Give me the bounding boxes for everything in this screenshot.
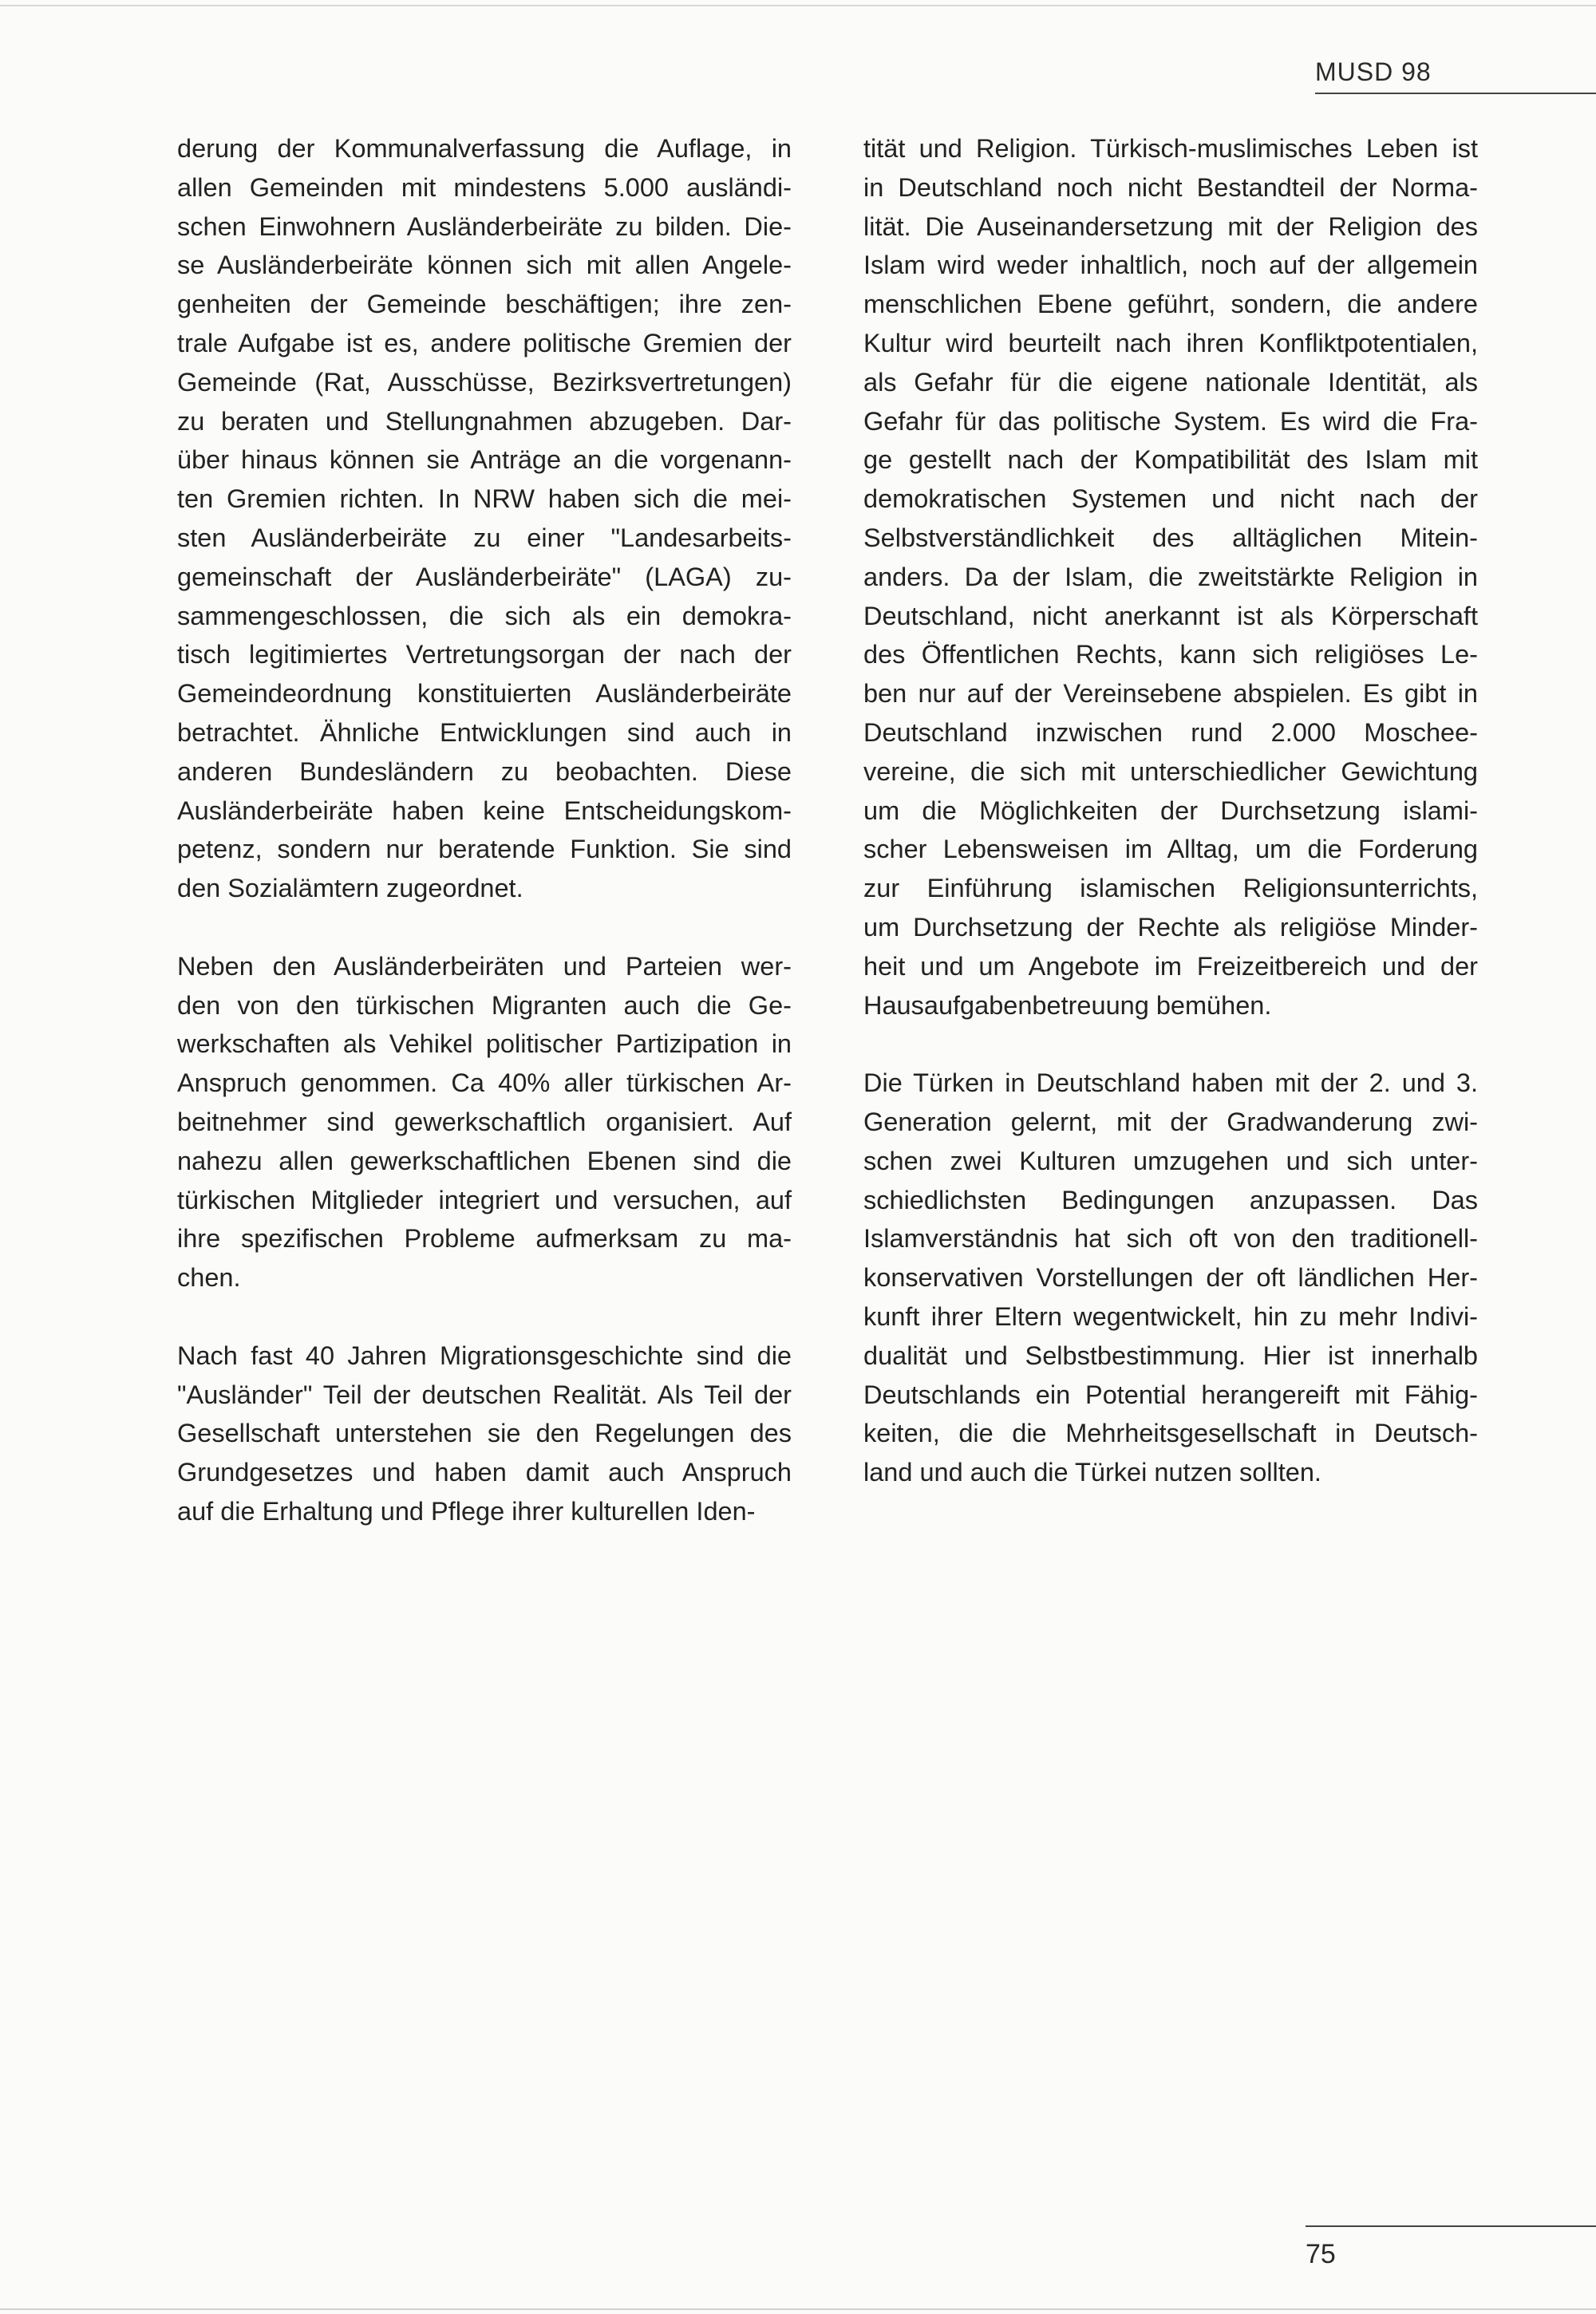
text-line: Gefahr für das politische System. Es wird die Fra-: [863, 406, 1478, 436]
text-line: sammengeschlossen, die sich als ein demokra-: [177, 601, 792, 630]
text-line: Gesellschaft unterstehen sie den Regelungen des: [177, 1419, 792, 1448]
text-line: über hinaus können sie Anträge an die vorgenann-: [177, 445, 792, 475]
text-line: schiedlichsten Bedingungen anzupassen. Das: [863, 1185, 1478, 1214]
text-line: trale Aufgabe ist es, andere politische Gremien der: [177, 328, 792, 357]
text-line: sten Ausländerbeiräte zu einer "Landesarbeits-: [177, 523, 792, 552]
text-line: Deutschlands ein Potential herangereift mit Fähig-: [863, 1380, 1478, 1409]
text-line: als Gefahr für die eigene nationale Identität, als: [863, 367, 1478, 397]
text-line: nahezu allen gewerkschaftlichen Ebenen sind die: [177, 1146, 792, 1175]
text-line: genheiten der Gemeinde beschäftigen; ihre zen-: [177, 290, 792, 319]
text-line: tität und Religion. Türkisch-muslimisches Leben ist: [863, 134, 1478, 163]
text-line: um Durchsetzung der Rechte als religiöse Minder-: [863, 912, 1478, 942]
text-line: Grundgesetzes und haben damit auch Anspruch: [177, 1458, 792, 1487]
paragraph-gap: [177, 1297, 792, 1337]
text-line: Anspruch genommen. Ca 40% aller türkischen Ar-: [177, 1068, 792, 1098]
text-line: kunft ihrer Eltern wegentwickelt, hin zu mehr Indivi-: [863, 1301, 1478, 1331]
running-header: MUSD 98: [1315, 57, 1432, 86]
text-line: derung der Kommunalverfassung die Auflage, in: [177, 134, 792, 163]
paragraph: [863, 1064, 1478, 1492]
bottom-edge-rule: [0, 2308, 1596, 2310]
text-line: Islam wird weder inhaltlich, noch auf der allgemein: [863, 251, 1478, 280]
text-line: ihre spezifischen Probleme aufmerksam zu ma-: [177, 1224, 792, 1254]
text-line: vereine, die sich mit unterschiedlicher Gewichtung: [863, 756, 1478, 786]
text-line: Ausländerbeiräte haben keine Entscheidungskom-: [177, 796, 792, 825]
paragraph: [177, 129, 792, 908]
footer-rule: [1306, 2225, 1596, 2227]
text-line: Deutschland, nicht anerkannt ist als Körperschaft: [863, 601, 1478, 630]
text-line: Nach fast 40 Jahren Migrationsgeschichte sind die: [177, 1341, 792, 1370]
text-line: "Ausländer" Teil der deutschen Realität. Als Teil der: [177, 1380, 792, 1409]
text-line: menschlichen Ebene geführt, sondern, die andere: [863, 290, 1478, 319]
text-line: Islamverständnis hat sich oft von den traditionell-: [863, 1224, 1478, 1254]
text-line: Gemeindeordnung konstituierten Ausländerbeiräte: [177, 679, 792, 709]
text-line: ben nur auf der Vereinsebene abspielen. Es gibt in: [863, 679, 1478, 709]
text-line: petenz, sondern nur beratende Funktion. Sie sind: [177, 835, 792, 864]
text-line: schen Einwohnern Ausländerbeiräte zu bilden. Die-: [177, 211, 792, 241]
text-line: in Deutschland noch nicht Bestandteil der Norma-: [863, 172, 1478, 202]
text-line: land und auch die Türkei nutzen sollten.: [863, 1458, 1321, 1487]
text-line: allen Gemeinden mit mindestens 5.000 ausländi-: [177, 172, 792, 202]
text-line: Hausaufgabenbetreuung bemühen.: [863, 990, 1272, 1020]
text-line: Deutschland inzwischen rund 2.000 Moschee-: [863, 717, 1478, 747]
text-line: tisch legitimiertes Vertretungsorgan der nach der: [177, 640, 792, 669]
page-number: 75: [1306, 2239, 1336, 2269]
text-line: betrachtet. Ähnliche Entwicklungen sind auch in: [177, 717, 792, 747]
text-line: Generation gelernt, mit der Gradwanderung zwi-: [863, 1107, 1478, 1136]
paragraph-gap: [863, 1025, 1478, 1064]
text-line: demokratischen Systemen und nicht nach der: [863, 484, 1478, 514]
paragraph: [863, 129, 1478, 1025]
text-line: schen zwei Kulturen umzugehen und sich unter-: [863, 1146, 1478, 1175]
text-line: se Ausländerbeiräte können sich mit allen Angele-: [177, 251, 792, 280]
text-line: chen.: [177, 1263, 241, 1293]
text-line: auf die Erhaltung und Pflege ihrer kulturellen Iden-: [177, 1496, 756, 1526]
text-line: heit und um Angebote im Freizeitbereich und der: [863, 951, 1478, 981]
right-text-column: [863, 129, 1478, 1492]
text-line: Kultur wird beurteilt nach ihren Konfliktpotentialen,: [863, 328, 1478, 357]
text-line: Gemeinde (Rat, Ausschüsse, Bezirksvertretungen): [177, 367, 792, 397]
text-line: Selbstverständlichkeit des alltäglichen Mitein-: [863, 523, 1478, 552]
text-line: den Sozialämtern zugeordnet.: [177, 874, 523, 903]
text-line: türkischen Mitglieder integriert und versuchen, auf: [177, 1185, 792, 1214]
text-line: den von den türkischen Migranten auch die Ge-: [177, 990, 792, 1020]
text-line: zu beraten und Stellungnahmen abzugeben. Dar-: [177, 406, 792, 436]
text-line: dualität und Selbstbestimmung. Hier ist innerhalb: [863, 1341, 1478, 1370]
text-line: scher Lebensweisen im Alltag, um die Forderung: [863, 835, 1478, 864]
text-line: Die Türken in Deutschland haben mit der 2. und 3.: [863, 1068, 1478, 1098]
text-line: lität. Die Auseinandersetzung mit der Religion des: [863, 211, 1478, 241]
text-line: werkschaften als Vehikel politischer Partizipation in: [177, 1029, 792, 1059]
text-line: ten Gremien richten. In NRW haben sich die mei-: [177, 484, 792, 514]
text-line: keiten, die die Mehrheitsgesellschaft in Deutsch-: [863, 1419, 1478, 1448]
text-line: ge gestellt nach der Kompatibilität des Islam mit: [863, 445, 1478, 475]
header-rule: [1315, 93, 1596, 94]
paragraph-gap: [177, 908, 792, 947]
text-line: beitnehmer sind gewerkschaftlich organisiert. Auf: [177, 1107, 792, 1136]
text-line: um die Möglichkeiten der Durchsetzung islami-: [863, 796, 1478, 825]
left-text-column: [177, 129, 792, 1531]
text-line: zur Einführung islamischen Religionsunterrichts,: [863, 874, 1478, 903]
top-edge-rule: [0, 5, 1596, 6]
text-line: Neben den Ausländerbeiräten und Parteien wer-: [177, 951, 792, 981]
text-line: konservativen Vorstellungen der oft ländlichen Her-: [863, 1263, 1478, 1293]
text-line: gemeinschaft der Ausländerbeiräte" (LAGA) zu-: [177, 562, 792, 591]
text-line: anders. Da der Islam, die zweitstärkte Religion in: [863, 562, 1478, 591]
text-line: des Öffentlichen Rechts, kann sich religiöses Le-: [863, 640, 1478, 669]
paragraph: [177, 1337, 792, 1531]
text-line: anderen Bundesländern zu beobachten. Diese: [177, 756, 792, 786]
paragraph: [177, 947, 792, 1297]
